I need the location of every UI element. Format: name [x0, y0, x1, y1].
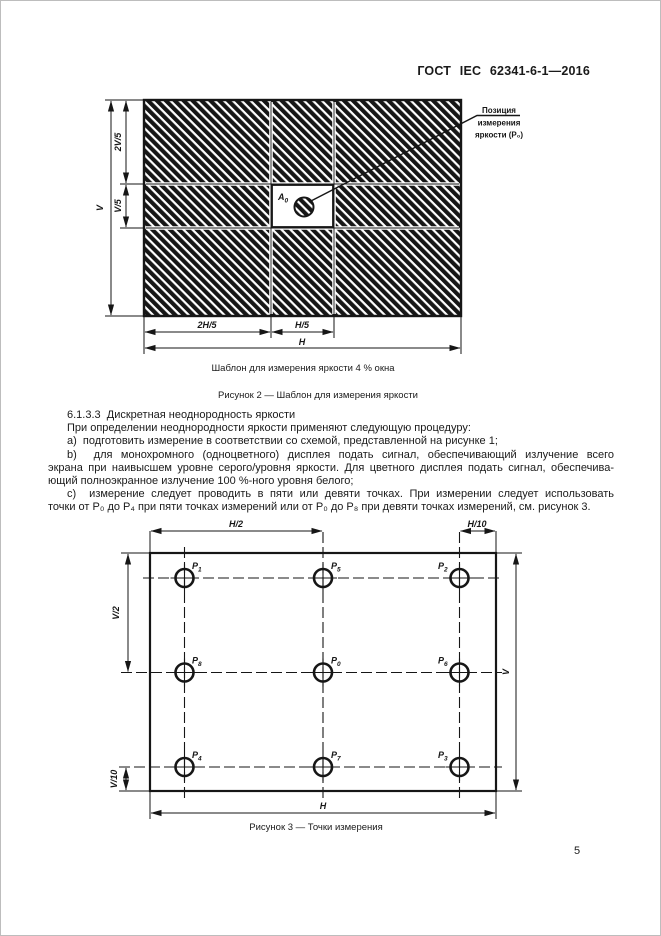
item-b-line2: экрана при наивысшем уровне серого/уровня яркости. Для цветного дисплея подать сигнал, обеспечива-: [48, 461, 614, 474]
section-6-1-3-3: [48, 409, 614, 515]
dim-label-h2: H/2: [228, 519, 244, 529]
dim-label-v10: V/10: [109, 769, 119, 789]
svg-text:P3: P3: [438, 750, 448, 763]
item-c-line1: c) измерение следует проводить в пяти или девяти точках. При измерении следует использовать: [67, 488, 614, 501]
point-labels: [192, 561, 448, 763]
item-c-line2: точки от P₀ до P₄ при пяти точках измерений или от P₀ до P₈ при девяти точках измерений, см. рисунок 3.: [48, 501, 591, 514]
svg-text:P4: P4: [192, 750, 202, 763]
item-a: a) подготовить измерение в соответствии со схемой, представленной на рисунке 1;: [67, 435, 498, 448]
page-header: ГОСТ IEC 62341-6-1—2016: [417, 64, 590, 78]
dim-label-h-bottom: H: [319, 801, 327, 811]
svg-text:P2: P2: [438, 561, 448, 574]
figure-3-caption: Рисунок 3 — Точки измерения: [249, 822, 383, 833]
svg-text:P0: P0: [331, 655, 341, 668]
item-b-line3: ющий полноэкранное излучение 100 %-ного уровня белого;: [48, 475, 354, 488]
section-heading: 6.1.3.3 Дискретная неоднородность яркости: [67, 409, 296, 421]
svg-text:P8: P8: [192, 655, 202, 668]
svg-text:P1: P1: [192, 561, 202, 574]
svg-text:P6: P6: [438, 655, 448, 668]
dim-label-h10: H/10: [467, 519, 487, 529]
callout-text: [475, 106, 523, 140]
measurement-spot-circle: [295, 198, 314, 217]
window-a0-label: A0: [278, 192, 289, 205]
section-intro: При определении неоднородности яркости применяют следующую процедуру:: [67, 422, 471, 435]
dim-label-v-right: V: [501, 668, 511, 676]
dim-label-h: H: [298, 337, 306, 347]
dim-label-2h5: 2H/5: [197, 320, 217, 330]
svg-text:Позиция: Позиция: [482, 106, 516, 115]
dim-label-v2: V/2: [111, 606, 121, 620]
dim-label-v5: V/5: [113, 199, 123, 213]
item-b-line1: b) для монохромного (одноцветного) дисплея подать сигнал, обеспечивающий излучение всего: [67, 448, 614, 461]
page-number: 5: [573, 845, 581, 857]
dim-label-v: V: [95, 204, 105, 212]
dim-label-2v5: 2V/5: [113, 132, 123, 152]
figure-2-diagram: [1, 91, 661, 361]
svg-text:измерения: измерения: [477, 118, 521, 128]
svg-text:P7: P7: [331, 750, 341, 763]
svg-text:яркости (P₀): яркости (P₀): [474, 130, 524, 140]
figure-2-subcaption: Шаблон для измерения яркости 4 % окна: [211, 363, 395, 374]
dim-label-h5: H/5: [294, 320, 310, 330]
figure-2-caption: Рисунок 2 — Шаблон для измерения яркости: [218, 390, 418, 401]
svg-text:P5: P5: [331, 561, 341, 574]
figure-3-diagram: [1, 516, 661, 821]
